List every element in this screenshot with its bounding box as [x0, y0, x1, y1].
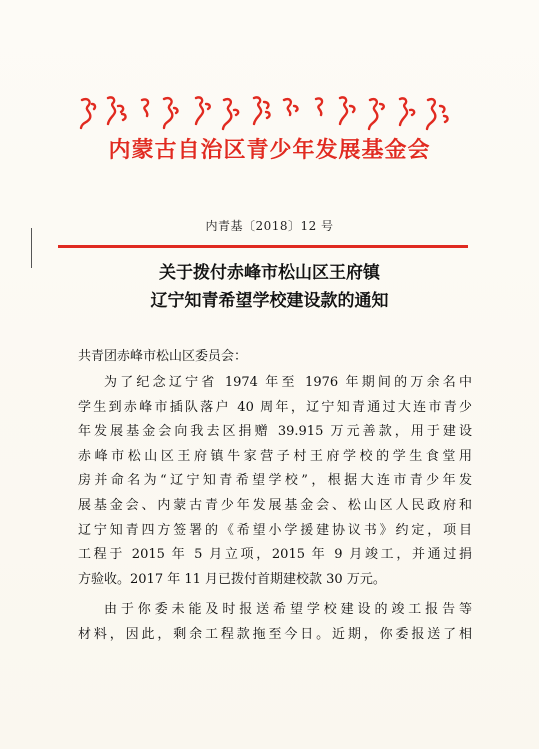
document-number: 内青基〔2018〕12 号 [205, 219, 334, 233]
paragraph-1-line: 年发展基金会向我去区捐赠 39.915 万元善款，用于建设 [78, 424, 472, 440]
notice-title-line-2: 辽宁知青希望学校建设款的通知 [150, 291, 389, 311]
paragraph-2-line: 由于你委未能及时报送希望学校建设的竣工报告等 [104, 602, 472, 618]
paragraph-2-line: 材料，因此，剩余工程款拖至今日。近期，你委报送了相 [78, 626, 472, 642]
paragraph-1-line: 学生到赤峰市插队落户 40 周年，辽宁知青通过大连市青少 [78, 399, 472, 415]
paragraph-1-line: 辽宁知青四方签署的《希望小学援建协议书》约定，项目 [78, 522, 472, 538]
issuer-org-name: 内蒙古自治区青少年发展基金会 [108, 137, 431, 163]
paragraph-1-line: 展基金会、内蒙古青少年发展基金会、松山区人民政府和 [78, 497, 472, 513]
paragraph-1-line: 方验收。2017 年 11 月已拨付首期建校款 30 万元。 [78, 571, 386, 587]
notice-body [78, 371, 472, 648]
mongolian-script-icon [78, 94, 458, 134]
paragraph-1-line: 房并命名为“辽宁知青希望学校”，根据大连市青少年发 [78, 473, 472, 489]
red-header-rule [58, 245, 468, 248]
salutation: 共青团赤峰市松山区委员会： [78, 349, 248, 364]
notice-title-line-1: 关于拨付赤峰市松山区王府镇 [159, 263, 380, 283]
paragraph-1-line: 赤峰市松山区王府镇牛家营子村王府学校的学生食堂用 [78, 448, 472, 464]
notice-title [0, 259, 539, 315]
mongolian-script-emblem [78, 94, 458, 134]
paragraph-1-line: 为了纪念辽宁省 1974 年至 1976 年期间的万余名中 [104, 375, 472, 390]
paragraph-1-line: 工程于 2015 年 5 月立项，2015 年 9 月竣工，并通过捐 [78, 547, 472, 563]
